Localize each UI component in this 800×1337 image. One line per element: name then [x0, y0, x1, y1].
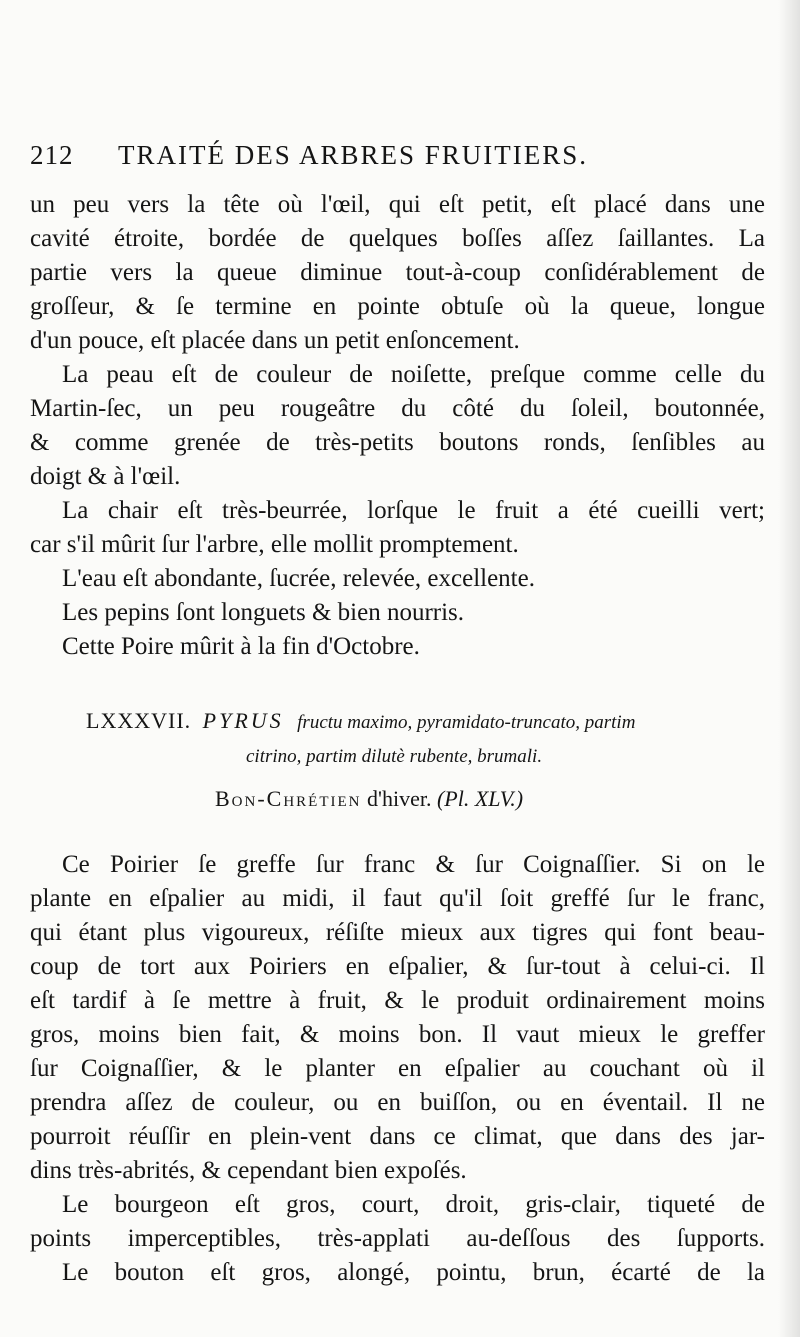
text-line: Cette Poire mûrit à la fin d'Octobre. [62, 633, 420, 660]
entry-heading [86, 708, 776, 767]
text-line: points imperceptibles, très-applati au-deſſous des ſupports. [30, 1225, 765, 1252]
text-line: cavité étroite, bordée de quelques boſſes aſſez ſaillantes. La [30, 225, 765, 252]
text-line: Le bouton eſt gros, alongé, pointu, brun, écarté de la [62, 1259, 765, 1286]
text-line: L'eau eſt abondante, ſucrée, relevée, excellente. [62, 565, 535, 592]
common-name: Bon-Chrétien [215, 786, 362, 811]
common-name-line [215, 786, 523, 812]
running-title: TRAITÉ DES ARBRES FRUITIERS. [118, 140, 589, 170]
text-block-1 [30, 188, 765, 664]
text-line: groſſeur, & ſe termine en pointe obtuſe où la queue, longue [30, 293, 765, 320]
text-line: La chair eſt très-beurrée, lorſque le fruit a été cueilli vert; [62, 497, 765, 524]
text-line: car s'il mûrit ſur l'arbre, elle mollit promptement. [30, 531, 519, 558]
text-line: coup de tort aux Poiriers en eſpalier, & ſur-tout à celui-ci. Il [30, 953, 765, 980]
text-block-2 [30, 848, 765, 1290]
text-line: qui étant plus vigoureux, réſiſte mieux aux tigres qui font beau- [30, 919, 765, 946]
text-line: Martin-ſec, un peu rougeâtre du côté du ſoleil, boutonnée, [30, 395, 765, 422]
entry-number: LXXXVII. [86, 708, 192, 733]
text-line: gros, moins bien fait, & moins bon. Il vaut mieux le greffer [30, 1021, 765, 1048]
text-line: Les pepins ſont longuets & bien nourris. [62, 599, 465, 626]
text-line: dins très-abrités, & cependant bien expoſés. [30, 1157, 467, 1184]
text-line: un peu vers la tête où l'œil, qui eſt petit, eſt placé dans une [30, 191, 765, 218]
text-line: prendra aſſez de couleur, ou en buiſſon, ou en éventail. Il ne [30, 1089, 765, 1116]
plate-reference: (Pl. XLV.) [436, 786, 524, 811]
page-number: 212 [30, 140, 74, 170]
text-line: plante en eſpalier au midi, il faut qu'il ſoit greffé ſur le franc, [30, 885, 765, 912]
text-line: partie vers la queue diminue tout-à-coup conſidérablement de [30, 259, 765, 286]
text-line: Le bourgeon eſt gros, court, droit, gris-clair, tiqueté de [62, 1191, 765, 1218]
text-line: eſt tardif à ſe mettre à fruit, & le produit ordinairement moins [30, 987, 765, 1014]
entry-genus: PYRUS [202, 708, 284, 733]
entry-description-line2: citrino, partim dilutè rubente, brumali. [246, 746, 543, 767]
text-line: & comme grenée de très-petits boutons ronds, ſenſibles au [30, 429, 765, 456]
common-name-suffix: d'hiver. [367, 786, 432, 811]
text-line: pourroit réuſſir en plein-vent dans ce climat, que dans des jar- [30, 1123, 765, 1150]
text-line: doigt & à l'œil. [30, 463, 181, 490]
entry-description-line1: fructu maximo, pyramidato-truncato, partim [297, 712, 636, 733]
text-line: La peau eſt de couleur de noiſette, preſque comme celle du [62, 361, 765, 388]
text-line: d'un pouce, eſt placée dans un petit enſoncement. [30, 327, 520, 354]
text-line: Ce Poirier ſe greffe ſur franc & ſur Coignaſſier. Si on le [62, 851, 765, 878]
text-line: ſur Coignaſſier, & le planter en eſpalier au couchant où il [30, 1055, 765, 1082]
page-edge-shadow [778, 0, 800, 1337]
